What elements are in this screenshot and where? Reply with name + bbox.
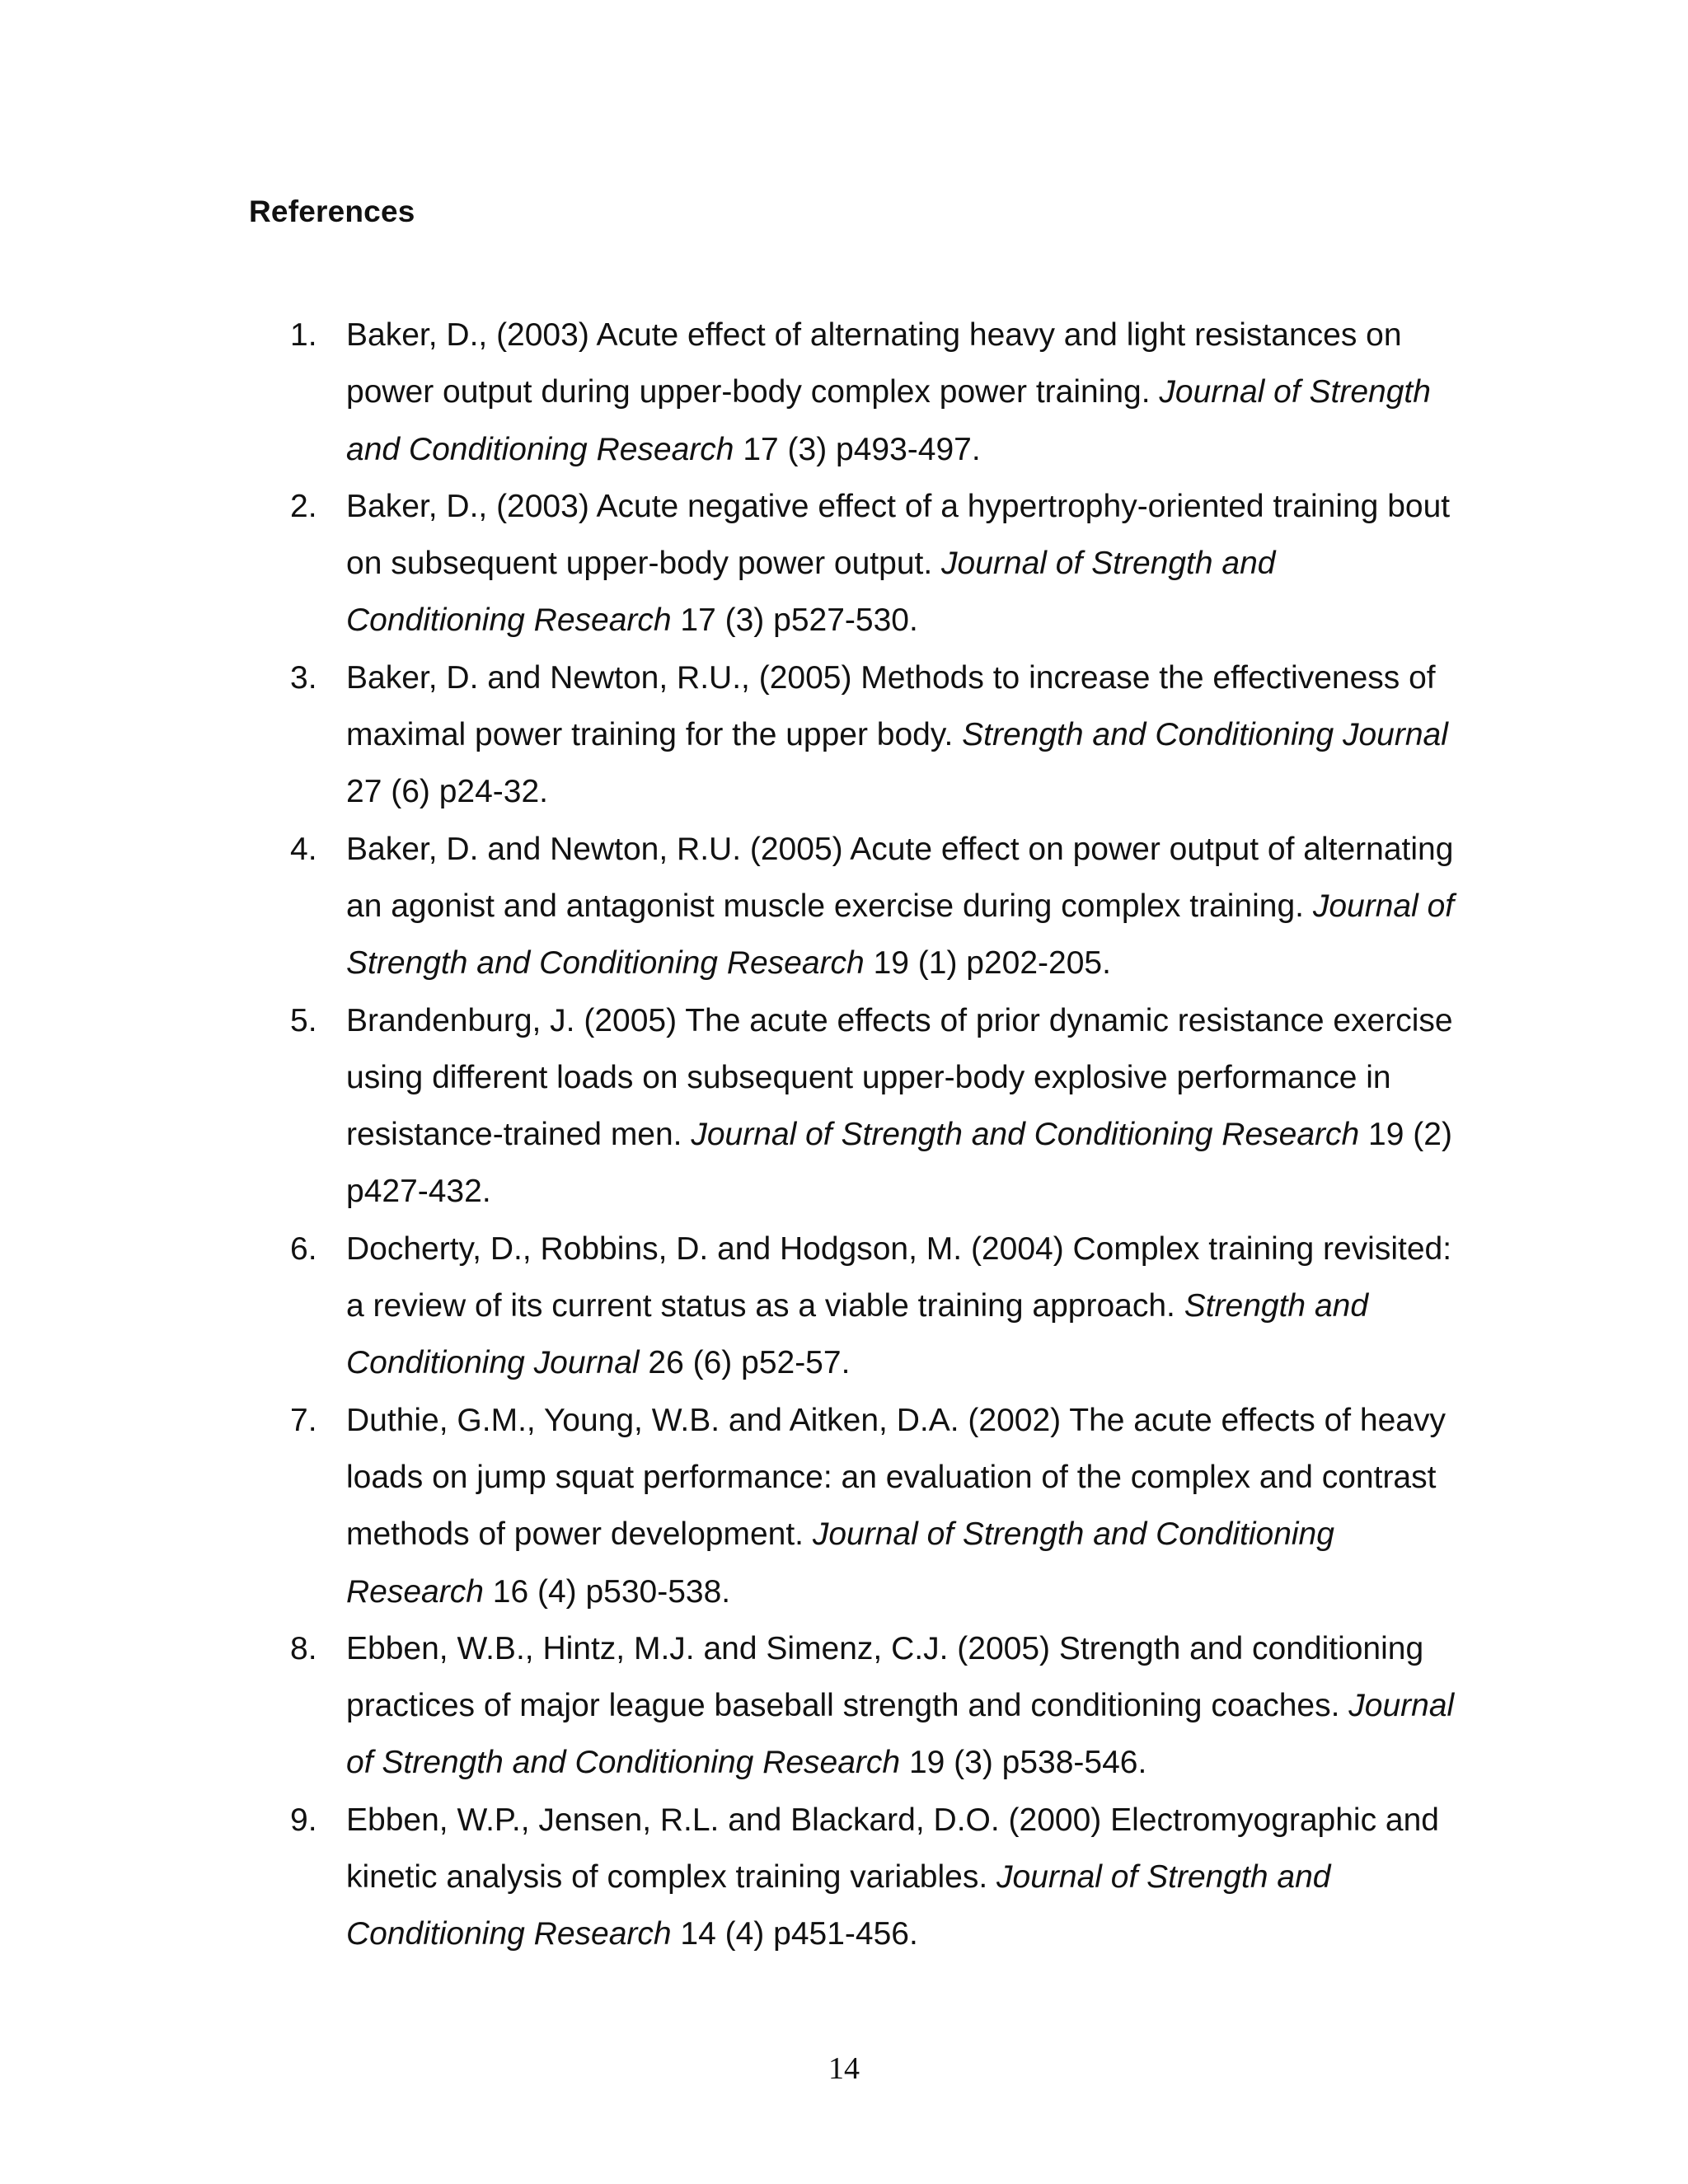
reference-details: 16 (4) p530-538. bbox=[483, 1573, 731, 1610]
reference-citation bbox=[346, 1221, 1461, 1392]
reference-number: 4. bbox=[290, 831, 317, 867]
reference-item-6 bbox=[290, 1221, 1461, 1392]
reference-citation bbox=[346, 1392, 1461, 1620]
reference-citation bbox=[346, 992, 1461, 1221]
reference-journal: Journal of Strength and Conditioning Research bbox=[346, 1859, 1331, 1952]
reference-item-9 bbox=[290, 1792, 1461, 1963]
reference-journal: Journal of Strength and Conditioning Research bbox=[691, 1117, 1360, 1153]
reference-number: 5. bbox=[290, 1002, 317, 1038]
reference-item-4 bbox=[290, 821, 1461, 992]
reference-item-2 bbox=[290, 478, 1461, 649]
reference-text: Ebben, W.B., Hintz, M.J. and Simenz, C.J. (2005) Strength and conditioning practices of major league baseball strength and conditioning coaches. bbox=[346, 1630, 1424, 1724]
reference-number: 9. bbox=[290, 1802, 317, 1838]
reference-text: Baker, D., (2003) Acute negative effect of a hypertrophy-oriented training bout on subsequent upper-body power output. bbox=[346, 488, 1451, 582]
reference-journal: Journal of Strength and Conditioning Research bbox=[346, 546, 1276, 639]
reference-journal: Journal of Strength and Conditioning Research bbox=[346, 888, 1455, 982]
reference-citation bbox=[346, 649, 1461, 821]
reference-citation bbox=[346, 821, 1461, 992]
reference-citation bbox=[346, 1620, 1461, 1792]
reference-journal: Strength and Conditioning Journal bbox=[962, 717, 1448, 753]
reference-number: 8. bbox=[290, 1630, 317, 1666]
reference-text: Brandenburg, J. (2005) The acute effects of prior dynamic resistance exercise using different loads on subsequent upper-body explosive performance in resistance-trained men. bbox=[346, 1002, 1453, 1153]
reference-citation bbox=[346, 1792, 1461, 1963]
reference-text: Docherty, D., Robbins, D. and Hodgson, M. (2004) Complex training revisited: a review of its current status as a viable training approach. bbox=[346, 1230, 1452, 1324]
reference-number: 6. bbox=[290, 1230, 317, 1267]
reference-text: Baker, D. and Newton, R.U. (2005) Acute effect on power output of alternating an agonist and antagonist muscle exercise during complex training. bbox=[346, 831, 1454, 924]
reference-text: Baker, D., (2003) Acute effect of alternating heavy and light resistances on power output during upper-body complex power training. bbox=[346, 317, 1402, 410]
reference-citation bbox=[346, 307, 1461, 478]
reference-item-5 bbox=[290, 992, 1461, 1221]
reference-details: 17 (3) p493-497. bbox=[734, 431, 981, 467]
reference-journal: Strength and Conditioning Journal bbox=[346, 1288, 1369, 1381]
reference-citation bbox=[346, 478, 1461, 649]
reference-details: 14 (4) p451-456. bbox=[671, 1916, 918, 1952]
reference-item-7 bbox=[290, 1392, 1461, 1620]
reference-text: Baker, D. and Newton, R.U., (2005) Methods to increase the effectiveness of maximal power training for the upper body. bbox=[346, 659, 1436, 753]
reference-item-8 bbox=[290, 1620, 1461, 1792]
reference-list bbox=[290, 307, 1461, 1963]
reference-item-1 bbox=[290, 307, 1461, 478]
reference-item-3 bbox=[290, 649, 1461, 821]
reference-journal: Journal of Strength and Conditioning Research bbox=[346, 1688, 1455, 1781]
reference-details: 27 (6) p24-32. bbox=[346, 774, 548, 810]
reference-number: 7. bbox=[290, 1402, 317, 1438]
reference-details: 17 (3) p527-530. bbox=[671, 602, 918, 639]
reference-text: Duthie, G.M., Young, W.B. and Aitken, D.A. (2002) The acute effects of heavy loads on jump squat performance: an evaluation of the complex and contrast methods of power development. bbox=[346, 1402, 1446, 1553]
reference-details: 26 (6) p52-57. bbox=[639, 1345, 851, 1381]
reference-journal: Journal of Strength and Conditioning Research bbox=[346, 374, 1431, 467]
page-number: 14 bbox=[828, 2051, 860, 2086]
reference-details: 19 (2) p427-432. bbox=[346, 1117, 1452, 1210]
reference-number: 1. bbox=[290, 317, 317, 353]
reference-details: 19 (1) p202-205. bbox=[864, 945, 1111, 982]
reference-text: Ebben, W.P., Jensen, R.L. and Blackard, D.O. (2000) Electromyographic and kinetic analysis of complex training variables. bbox=[346, 1802, 1439, 1896]
references-heading: References bbox=[249, 194, 415, 228]
reference-number: 2. bbox=[290, 488, 317, 524]
reference-journal: Journal of Strength and Conditioning Research bbox=[346, 1516, 1334, 1610]
reference-details: 19 (3) p538-546. bbox=[900, 1745, 1147, 1781]
reference-number: 3. bbox=[290, 659, 317, 696]
